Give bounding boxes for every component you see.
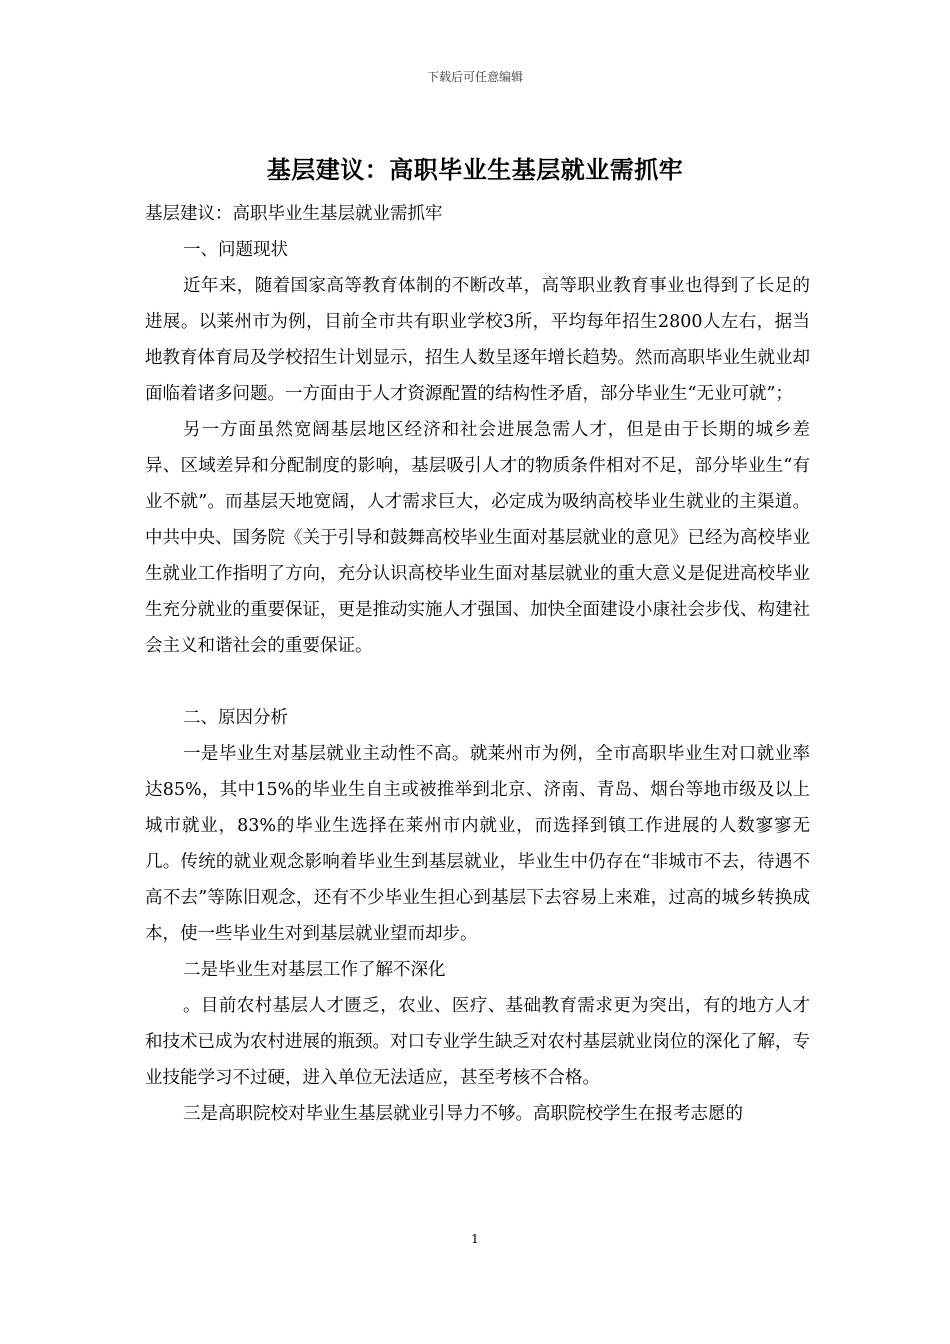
paragraph-4: 二是毕业生对基层工作了解不深化 (183, 960, 446, 980)
paragraph-5: 。目前农村基层人才匮乏，农业、医疗、基础教育需求更为突出，有的地方人才和技术已成为农村进展的瓶颈。对口专业学生缺乏对农村基层就业岗位的深化了解，专业技能学习不过硬，进入单位无法适应，甚至考核不合格。 (145, 996, 810, 1088)
paragraph-6: 三是高职院校对毕业生基层就业引导力不够。高职院校学生在报考志愿的 (183, 1104, 743, 1124)
header-note: 下载后可任意编辑 (426, 70, 523, 84)
document-title: 基层建议：高职毕业生基层就业需抓牢 (266, 155, 684, 184)
section-heading-2: 二、原因分析 (183, 708, 288, 728)
paragraph-3: 一是毕业生对基层就业主动性不高。就莱州市为例，全市高职毕业生对口就业率达85%，其中15%的毕业生自主或被推举到北京、济南、青岛、烟台等地市级及以上城市就业，83%的毕业生选择在莱州市内就业，而选择到镇工作进展的人数寥寥无几。传统的就业观念影响着毕业生到基层就业，毕业生中仍存在“非城市不去，待遇不高不去”等陈旧观念，还有不少毕业生担心到基层下去容易上来难，过高的城乡转换成本，使一些毕业生对到基层就业望而却步。 (145, 744, 810, 944)
document-subtitle: 基层建议：高职毕业生基层就业需抓牢 (145, 204, 443, 224)
section-heading-1: 一、问题现状 (183, 240, 288, 260)
paragraph-spacer (145, 664, 810, 700)
document-body (145, 196, 810, 1132)
page-number: 1 (471, 1232, 479, 1246)
paragraph-2: 另一方面虽然宽阔基层地区经济和社会进展急需人才，但是由于长期的城乡差异、区域差异和分配制度的影响，基层吸引人才的物质条件相对不足，部分毕业生“有业不就”。而基层天地宽阔，人才需求巨大，必定成为吸纳高校毕业生就业的主渠道。中共中央、国务院《关于引导和鼓舞高校毕业生面对基层就业的意见》已经为高校毕业生就业工作指明了方向，充分认识高校毕业生面对基层就业的重大意义是促进高校毕业生充分就业的重要保证，更是推动实施人才强国、加快全面建设小康社会步伐、构建社会主义和谐社会的重要保证。 (145, 420, 810, 656)
paragraph-1: 近年来，随着国家高等教育体制的不断改革，高等职业教育事业也得到了长足的进展。以莱州市为例，目前全市共有职业学校3所，平均每年招生2800人左右，据当地教育体育局及学校招生计划显示，招生人数呈逐年增长趋势。然而高职毕业生就业却面临着诸多问题。一方面由于人才资源配置的结构性矛盾，部分毕业生“无业可就”； (145, 276, 810, 404)
